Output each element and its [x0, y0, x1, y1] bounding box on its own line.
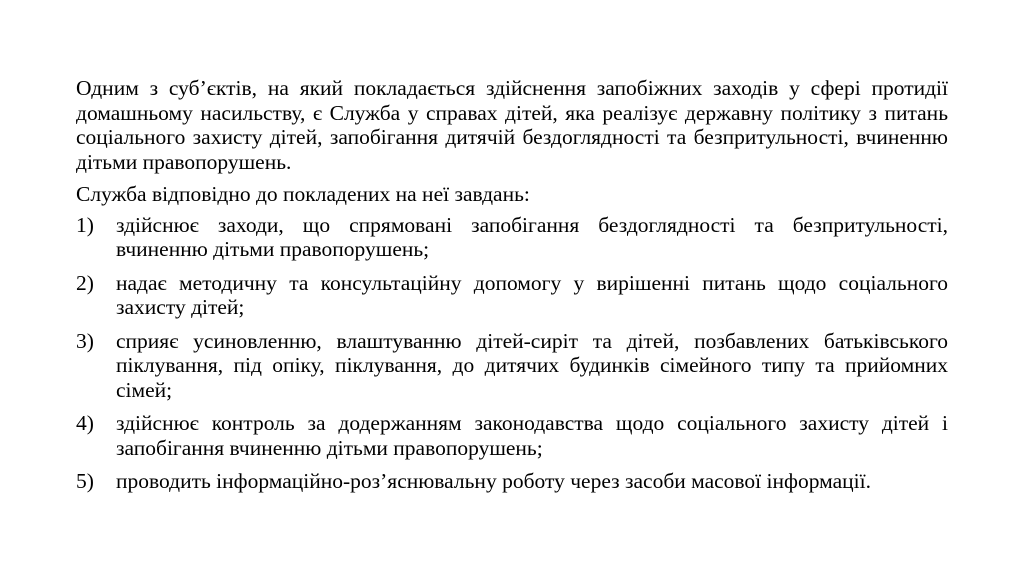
- list-number: 3): [76, 328, 94, 353]
- list-item: [76, 271, 948, 320]
- list-item-text: проводить інформаційно-роз’яснювальну роботу через засоби масової інформації.: [116, 469, 871, 493]
- slide-content: [76, 76, 948, 503]
- list-item: [76, 411, 948, 460]
- list-item: [76, 329, 948, 403]
- list-number: 2): [76, 270, 94, 295]
- list-number: 4): [76, 411, 94, 435]
- lead-paragraph: Служба відповідно до покладених на неї завдань:: [76, 182, 530, 206]
- list-number: 1): [76, 212, 94, 237]
- list-item-text: здійснює заходи, що спрямовані запобігання бездоглядності та безпритульності, вчиненню дітьми правопорушень;: [116, 212, 948, 261]
- list-item: [76, 213, 948, 262]
- duties-list: [76, 213, 948, 494]
- intro-paragraph: Одним з суб’єктів, на який покладається здійснення запобіжних заходів у сфері протидії домашньому насильству, є Служба у справах дітей, яка реалізує державну політику з питань соціального захисту дітей, запобігання дитячій бездоглядності та безпритульності, вчиненню дітьми правопорушень.: [76, 76, 948, 174]
- list-item-text: надає методичну та консультаційну допомогу у вирішенні питань щодо соціального захисту дітей;: [116, 270, 948, 319]
- list-item-text: сприяє усиновленню, влаштуванню дітей-сиріт та дітей, позбавлених батьківського піклування, під опіку, піклування, до дитячих будинків сімейного типу та прийомних сімей;: [116, 328, 948, 402]
- list-item-text: здійснює контроль за додержанням законодавства щодо соціального захисту дітей і запобігання вчиненню дітьми правопорушень;: [116, 411, 948, 460]
- list-number: 5): [76, 469, 94, 493]
- list-item: [76, 469, 948, 494]
